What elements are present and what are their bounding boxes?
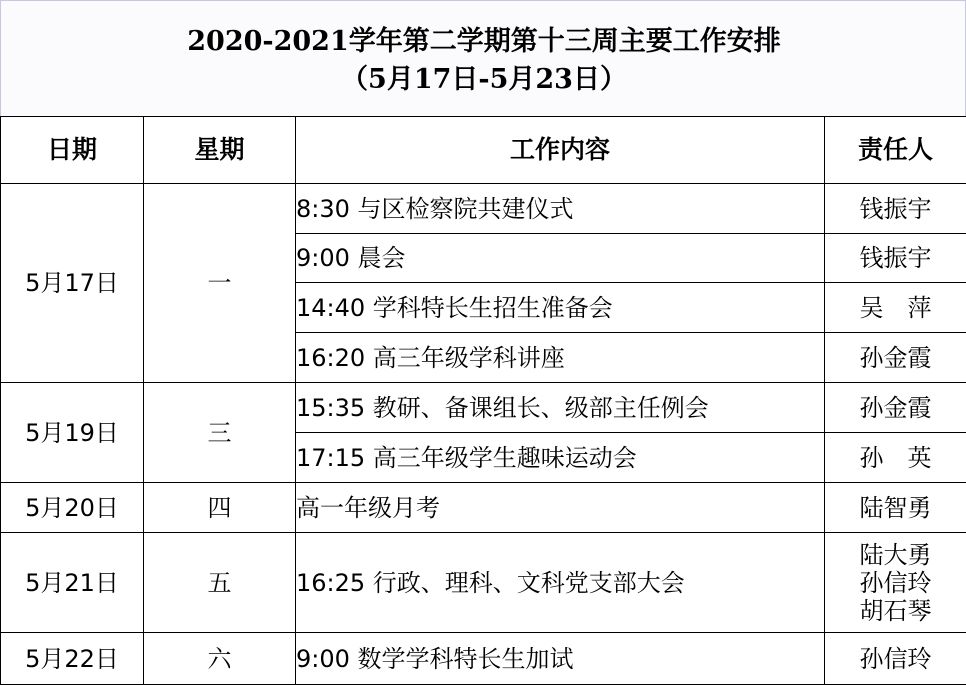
- task-cell: 8:30 与区检察院共建仪式: [296, 184, 825, 234]
- person-cell: 钱振宇: [825, 234, 966, 283]
- task-cell: 高一年级月考: [296, 483, 825, 533]
- task-cell: 16:25 行政、理科、文科党支部大会: [296, 533, 825, 633]
- weekday-cell: 一: [144, 184, 296, 383]
- table-row: [1, 483, 966, 533]
- task-cell: 9:00 数学学科特长生加试: [296, 633, 825, 685]
- header-date: 日期: [1, 117, 144, 184]
- table-row: [1, 633, 966, 685]
- task-cell: 9:00 晨会: [296, 234, 825, 283]
- task-cell: 16:20 高三年级学科讲座: [296, 333, 825, 383]
- date-cell: 5月21日: [1, 533, 144, 633]
- person-cell: 吴 萍: [825, 283, 966, 333]
- task-cell: 15:35 教研、备课组长、级部主任例会: [296, 383, 825, 433]
- date-cell: 5月19日: [1, 383, 144, 483]
- date-cell: 5月17日: [1, 184, 144, 383]
- date-cell: 5月20日: [1, 483, 144, 533]
- person-name: 孙信玲: [825, 569, 966, 597]
- header-person: 责任人: [825, 117, 966, 184]
- header-row: [1, 117, 966, 184]
- table-row: [1, 184, 966, 234]
- header-content: 工作内容: [296, 117, 825, 184]
- weekday-cell: 四: [144, 483, 296, 533]
- person-name: 陆大勇: [825, 541, 966, 569]
- weekday-cell: 三: [144, 383, 296, 483]
- table-row: [1, 533, 966, 633]
- schedule-title: 2020-2021学年第二学期第十三周主要工作安排: [1, 25, 966, 59]
- date-cell: 5月22日: [1, 633, 144, 685]
- person-cell: 钱振宇: [825, 184, 966, 234]
- person-cell: [825, 533, 966, 633]
- person-cell: 孙金霞: [825, 333, 966, 383]
- task-cell: 14:40 学科特长生招生准备会: [296, 283, 825, 333]
- person-cell: 陆智勇: [825, 483, 966, 533]
- person-cell: 孙信玲: [825, 633, 966, 685]
- person-cell: 孙 英: [825, 433, 966, 483]
- weekday-cell: 六: [144, 633, 296, 685]
- schedule-date-range: （5月17日-5月23日）: [1, 63, 966, 97]
- schedule-table: [0, 116, 966, 685]
- task-cell: 17:15 高三年级学生趣味运动会: [296, 433, 825, 483]
- person-cell: 孙金霞: [825, 383, 966, 433]
- person-name: 胡石琴: [825, 597, 966, 625]
- weekday-cell: 五: [144, 533, 296, 633]
- schedule-title-box: [0, 0, 966, 116]
- table-row: [1, 383, 966, 433]
- header-weekday: 星期: [144, 117, 296, 184]
